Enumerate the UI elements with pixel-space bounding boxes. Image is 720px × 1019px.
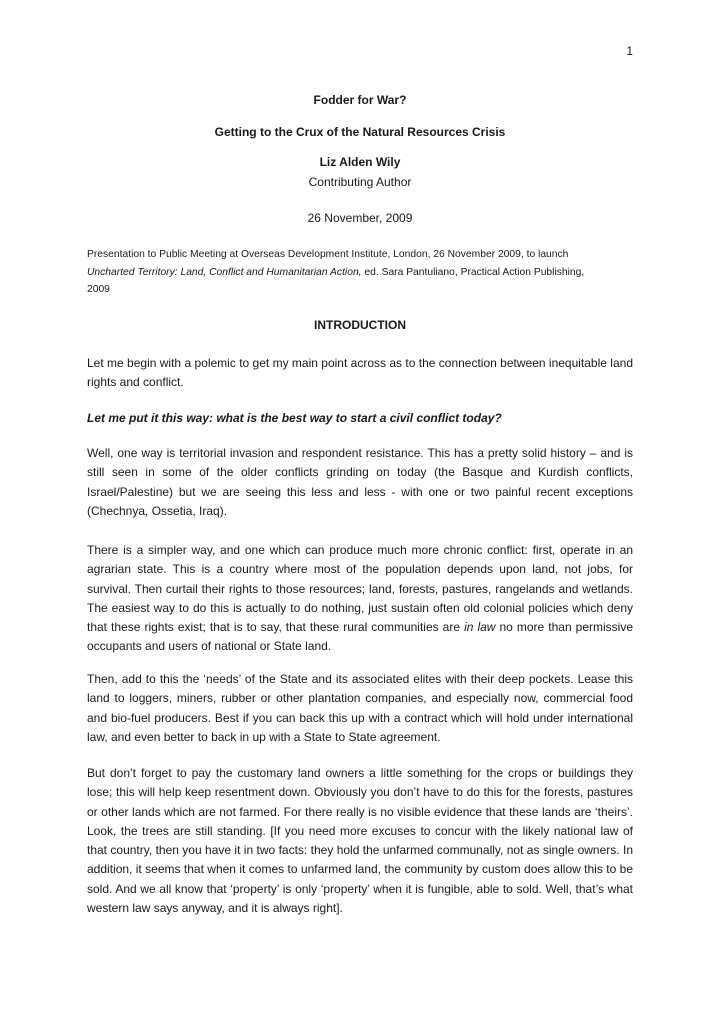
paragraph-1: Let me begin with a polemic to get my main point across as to the connection between inequitable land rights and conflict. bbox=[87, 356, 633, 390]
presentation-line-3: 2009 bbox=[87, 284, 110, 295]
paragraph-question: Let me put it this way: what is the best way to start a civil conflict today? bbox=[87, 411, 502, 425]
paragraph-6: But don’t forget to pay the customary land owners a little something for the crops or buildings they lose; this will help keep resentment down. Obviously you don’t have to do this for the forests, pastures or other lands which are not farmed. For there really is no visible evidence that these lands are ‘theirs’. Look, the trees are still standing. [If you need more excuses to concur with the likely national law of that country, then you have it in two facts: they hold the unfarmed communally, not as single owners. In addition, it seems that when it comes to unfarmed land, the community by custom does allow this to be sold. And we all know that ‘property’ is only ‘property’ when it is fungible, able to sold. Well, that’s what western law says anyway, and it is always right]. bbox=[87, 766, 633, 916]
document-title: Fodder for War? bbox=[313, 93, 407, 107]
presentation-line-2 bbox=[87, 264, 633, 282]
presentation-line-1: Presentation to Public Meeting at Overseas Development Institute, London, 26 November 2009, to launch bbox=[87, 249, 569, 260]
author-role: Contributing Author bbox=[308, 175, 412, 189]
paragraph-3: Well, one way is territorial invasion and respondent resistance. This has a pretty solid history – and is still seen in some of the older conflicts grinding on today (the Basque and Kurdish conflicts, Israel/Palestine) but we are seeing this less and less - with one or two painful recent exceptions (Chechnya, Ossetia, Iraq). bbox=[87, 446, 633, 518]
paragraph-4 bbox=[87, 541, 633, 657]
document-subtitle: Getting to the Crux of the Natural Resources Crisis bbox=[214, 125, 506, 139]
section-heading: INTRODUCTION bbox=[314, 318, 406, 332]
paragraph-4-emphasis: in law bbox=[464, 620, 496, 635]
paragraph-4-part-a: There is a simpler way, and one which can produce much more chronic conflict: first, operate in an agrarian state. This is a country where most of the population depends upon land, not jobs, for survival. Then curtail their rights to those resources; land, forests, pastures, rangelands and wetlands. The easiest way to do this is actually to do nothing, just sustain often old colonial policies which deny that these rights exist; that is to say, that these rural communities are bbox=[87, 543, 633, 635]
document-date: 26 November, 2009 bbox=[307, 211, 413, 225]
author-name: Liz Alden Wily bbox=[319, 155, 401, 169]
page-number: 1 bbox=[626, 44, 633, 58]
presentation-line-2-rest: ed. Sara Pantuliano, Practical Action Publishing, bbox=[361, 266, 585, 278]
presentation-note bbox=[87, 246, 633, 299]
paragraph-5: Then, add to this the ‘needs’ of the State and its associated elites with their deep pockets. Lease this land to loggers, miners, rubber or other plantation companies, and especially now, commercial food and bio-fuel producers. Best if you can back this up with a contract which will hold under international law, and even better to back in up with a State to State agreement. bbox=[87, 672, 633, 744]
paragraph-4-part-b: no more than permissive occupants and users of national or State land. bbox=[87, 620, 633, 654]
book-title: Uncharted Territory: Land, Conflict and Humanitarian Action, bbox=[87, 266, 362, 278]
